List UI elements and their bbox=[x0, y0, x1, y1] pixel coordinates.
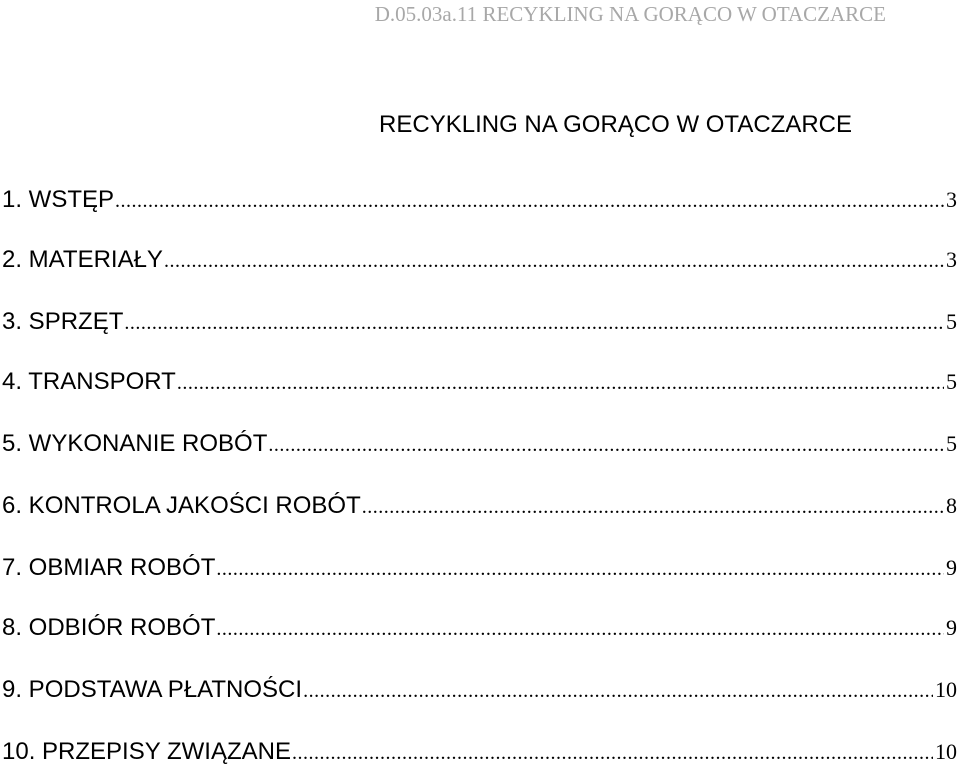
toc-dot-leader bbox=[124, 312, 944, 335]
toc-dot-leader bbox=[177, 372, 944, 395]
toc-entry-label: 1. WSTĘP bbox=[2, 186, 115, 213]
toc-entry-label: 3. SPRZĘT bbox=[2, 308, 124, 335]
running-header: D.05.03a.11 RECYKLING NA GORĄCO W OTACZARCE bbox=[374, 2, 886, 26]
toc-entry-label: 2. MATERIAŁY bbox=[2, 246, 163, 273]
toc-entry-kontrola-jakosci[interactable] bbox=[2, 492, 957, 526]
toc-page-number: 9 bbox=[946, 555, 957, 580]
toc-entry-wykonanie-robot[interactable] bbox=[2, 430, 957, 464]
toc-dot-leader bbox=[292, 742, 933, 765]
toc-entry-obmiar-robot[interactable] bbox=[2, 554, 957, 588]
toc-page-number: 10 bbox=[935, 739, 957, 764]
toc-entry-label: 5. WYKONANIE ROBÓT bbox=[2, 430, 268, 457]
toc-page-number: 5 bbox=[946, 309, 957, 334]
toc-entry-materialy[interactable] bbox=[2, 246, 957, 280]
toc-entry-odbior-robot[interactable] bbox=[2, 614, 957, 648]
toc-page-number: 3 bbox=[946, 187, 957, 212]
toc-entry-label: 9. PODSTAWA PŁATNOŚCI bbox=[2, 676, 303, 703]
toc-page-number: 5 bbox=[946, 431, 957, 456]
toc-dot-leader bbox=[216, 618, 944, 641]
toc-page-number: 9 bbox=[946, 615, 957, 640]
toc-entry-label: 6. KONTROLA JAKOŚCI ROBÓT bbox=[2, 492, 361, 519]
toc-entry-label: 8. ODBIÓR ROBÓT bbox=[2, 614, 216, 641]
toc-dot-leader bbox=[216, 558, 944, 581]
toc-page-number: 8 bbox=[946, 493, 957, 518]
document-title: RECYKLING NA GORĄCO W OTACZARCE bbox=[379, 111, 852, 138]
toc-dot-leader bbox=[362, 496, 944, 519]
toc-entry-transport[interactable] bbox=[2, 368, 957, 402]
toc-entry-wstep[interactable] bbox=[2, 186, 957, 220]
toc-dot-leader bbox=[115, 190, 944, 213]
toc-dot-leader bbox=[268, 434, 944, 457]
toc-entry-przepisy-zwiazane[interactable] bbox=[2, 738, 957, 772]
toc-entry-sprzet[interactable] bbox=[2, 308, 957, 342]
toc-dot-leader bbox=[303, 680, 933, 703]
toc-entry-label: 4. TRANSPORT bbox=[2, 368, 176, 395]
toc-entry-label: 7. OBMIAR ROBÓT bbox=[2, 554, 216, 581]
toc-entry-podstawa-platnosci[interactable] bbox=[2, 676, 957, 710]
toc-page-number: 3 bbox=[946, 247, 957, 272]
toc-page-number: 5 bbox=[946, 369, 957, 394]
toc-entry-label: 10. PRZEPISY ZWIĄZANE bbox=[2, 738, 291, 765]
toc-page-number: 10 bbox=[935, 677, 957, 702]
toc-dot-leader bbox=[164, 250, 944, 273]
